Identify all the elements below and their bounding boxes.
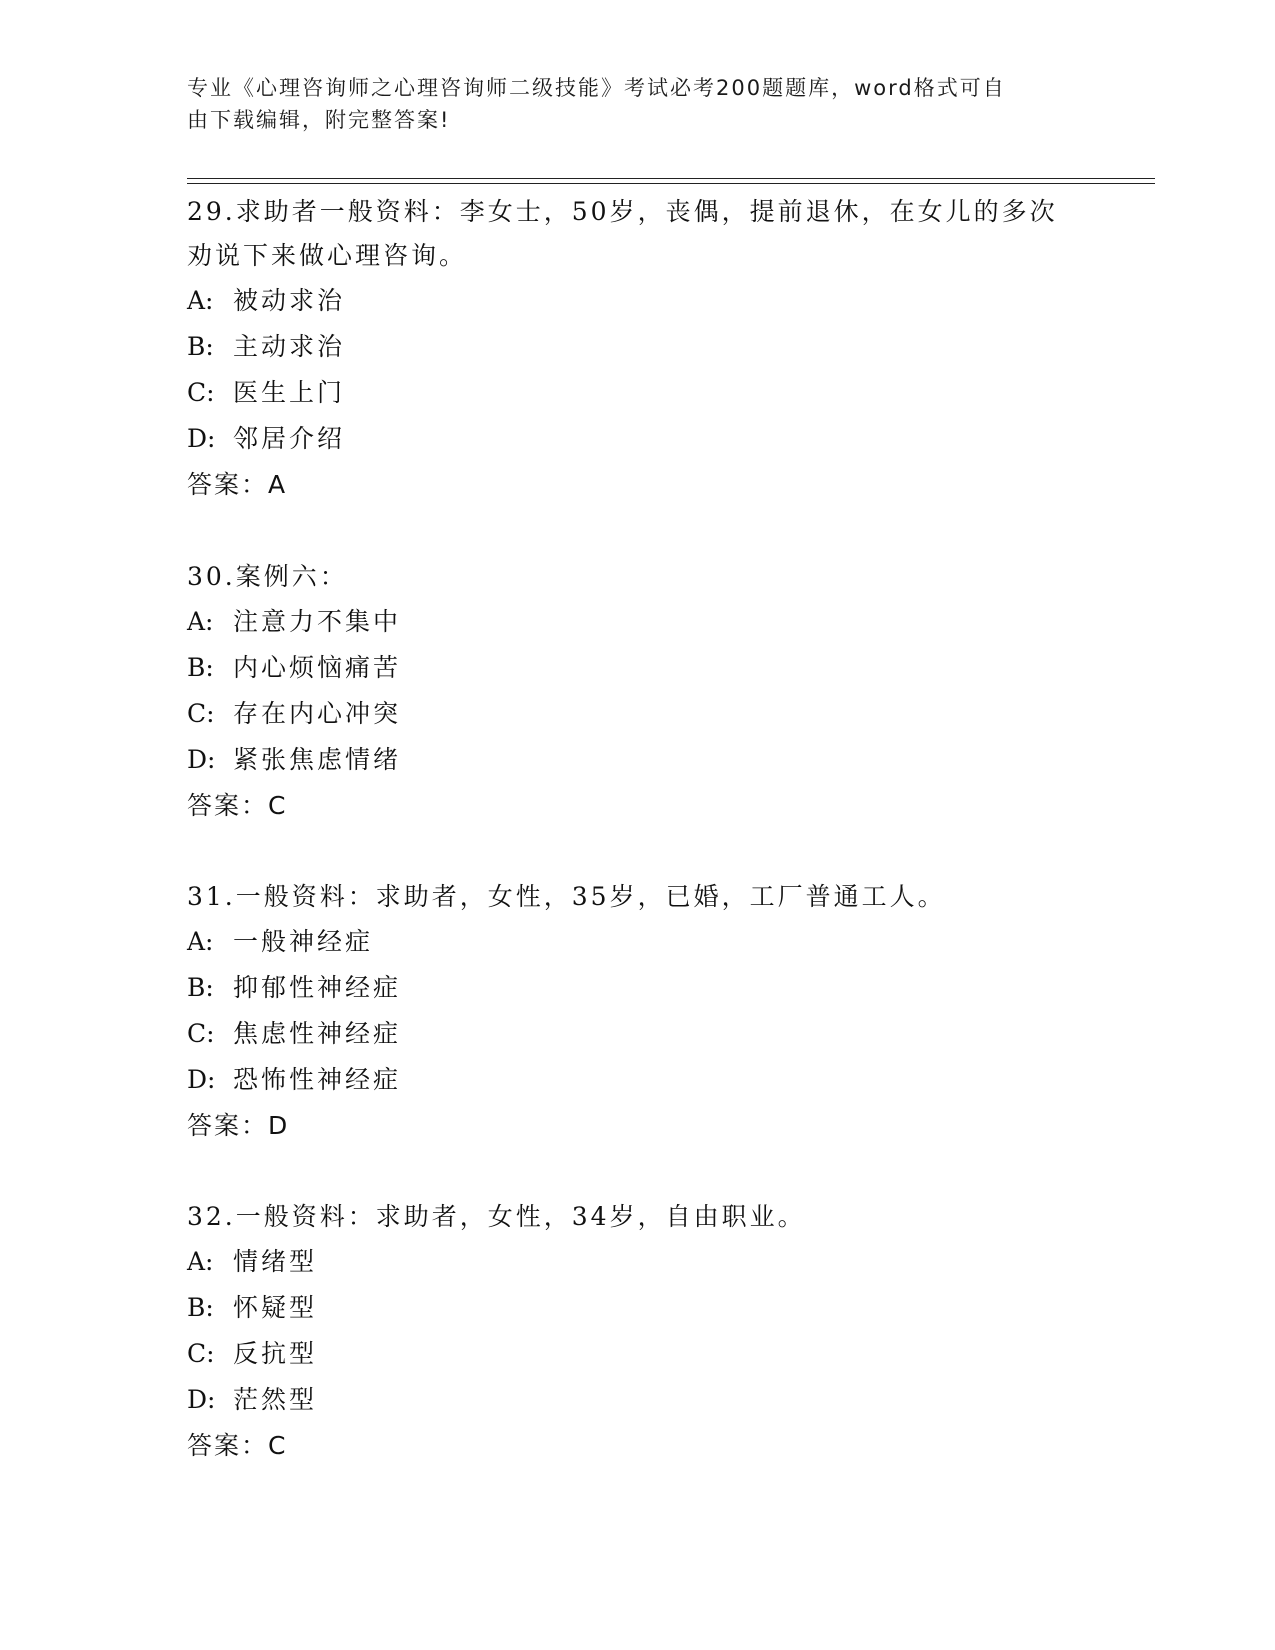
option-text: 焦虑性神经症 bbox=[233, 1019, 402, 1048]
header-divider-top bbox=[187, 178, 1155, 179]
option-text: 注意力不集中 bbox=[233, 607, 402, 636]
document-header bbox=[187, 72, 1067, 136]
option-a bbox=[187, 599, 1087, 645]
option-text: 情绪型 bbox=[233, 1247, 318, 1276]
option-key: D: bbox=[187, 1065, 216, 1094]
option-key: C: bbox=[187, 1339, 215, 1368]
option-c bbox=[187, 1011, 1087, 1057]
option-key: D: bbox=[187, 424, 216, 453]
option-text: 茫然型 bbox=[233, 1385, 318, 1414]
option-a bbox=[187, 278, 1087, 324]
option-text: 紧张焦虑情绪 bbox=[233, 745, 402, 774]
option-a bbox=[187, 1239, 1087, 1285]
option-key: B: bbox=[187, 653, 214, 682]
answer-line: 答案：C bbox=[187, 791, 288, 820]
option-a bbox=[187, 919, 1087, 965]
question-stem-line-1: 30.案例六： bbox=[187, 562, 348, 591]
header-line-2: 由下载编辑，附完整答案! bbox=[187, 108, 451, 132]
option-text: 邻居介绍 bbox=[233, 424, 346, 453]
option-text: 一般神经症 bbox=[233, 927, 374, 956]
option-key: A: bbox=[187, 927, 214, 956]
option-c bbox=[187, 1331, 1087, 1377]
option-key: D: bbox=[187, 745, 216, 774]
option-key: C: bbox=[187, 1019, 215, 1048]
option-d bbox=[187, 737, 1087, 783]
option-text: 存在内心冲突 bbox=[233, 699, 402, 728]
header-divider-bottom bbox=[187, 183, 1155, 184]
question-stem bbox=[187, 188, 1087, 278]
question-32 bbox=[187, 1193, 1087, 1469]
question-stem bbox=[187, 1193, 1087, 1239]
question-stem bbox=[187, 873, 1087, 919]
answer-line: 答案：A bbox=[187, 470, 288, 499]
option-key: B: bbox=[187, 973, 214, 1002]
option-text: 主动求治 bbox=[233, 332, 346, 361]
option-b bbox=[187, 1285, 1087, 1331]
question-30 bbox=[187, 553, 1087, 829]
question-stem-line-2: 劝说下来做心理咨询。 bbox=[187, 241, 468, 270]
option-c bbox=[187, 691, 1087, 737]
option-d bbox=[187, 1377, 1087, 1423]
option-text: 抑郁性神经症 bbox=[233, 973, 402, 1002]
option-key: B: bbox=[187, 1293, 214, 1322]
question-stem-line-1: 31.一般资料：求助者，女性，35岁，已婚，工厂普通工人。 bbox=[187, 882, 946, 911]
option-text: 内心烦恼痛苦 bbox=[233, 653, 402, 682]
answer-line: 答案：D bbox=[187, 1111, 290, 1140]
question-29 bbox=[187, 188, 1087, 508]
option-key: A: bbox=[187, 286, 214, 315]
question-31 bbox=[187, 873, 1087, 1149]
option-c bbox=[187, 370, 1087, 416]
option-d bbox=[187, 416, 1087, 462]
question-stem-line-1: 32.一般资料：求助者，女性，34岁，自由职业。 bbox=[187, 1202, 806, 1231]
option-key: B: bbox=[187, 332, 214, 361]
option-b bbox=[187, 645, 1087, 691]
option-text: 反抗型 bbox=[233, 1339, 318, 1368]
option-key: A: bbox=[187, 1247, 214, 1276]
option-b bbox=[187, 324, 1087, 370]
option-key: C: bbox=[187, 378, 215, 407]
option-text: 被动求治 bbox=[233, 286, 346, 315]
question-stem bbox=[187, 553, 1087, 599]
answer-line: 答案：C bbox=[187, 1431, 288, 1460]
option-b bbox=[187, 965, 1087, 1011]
option-d bbox=[187, 1057, 1087, 1103]
header-line-1: 专业《心理咨询师之心理咨询师二级技能》考试必考200题题库，word格式可自 bbox=[187, 76, 1006, 100]
option-key: A: bbox=[187, 607, 214, 636]
option-key: C: bbox=[187, 699, 215, 728]
option-text: 怀疑型 bbox=[233, 1293, 318, 1322]
question-stem-line-1: 29.求助者一般资料：李女士，50岁，丧偶，提前退休，在女儿的多次 bbox=[187, 197, 1058, 226]
option-text: 恐怖性神经症 bbox=[233, 1065, 402, 1094]
option-key: D: bbox=[187, 1385, 216, 1414]
option-text: 医生上门 bbox=[233, 378, 346, 407]
